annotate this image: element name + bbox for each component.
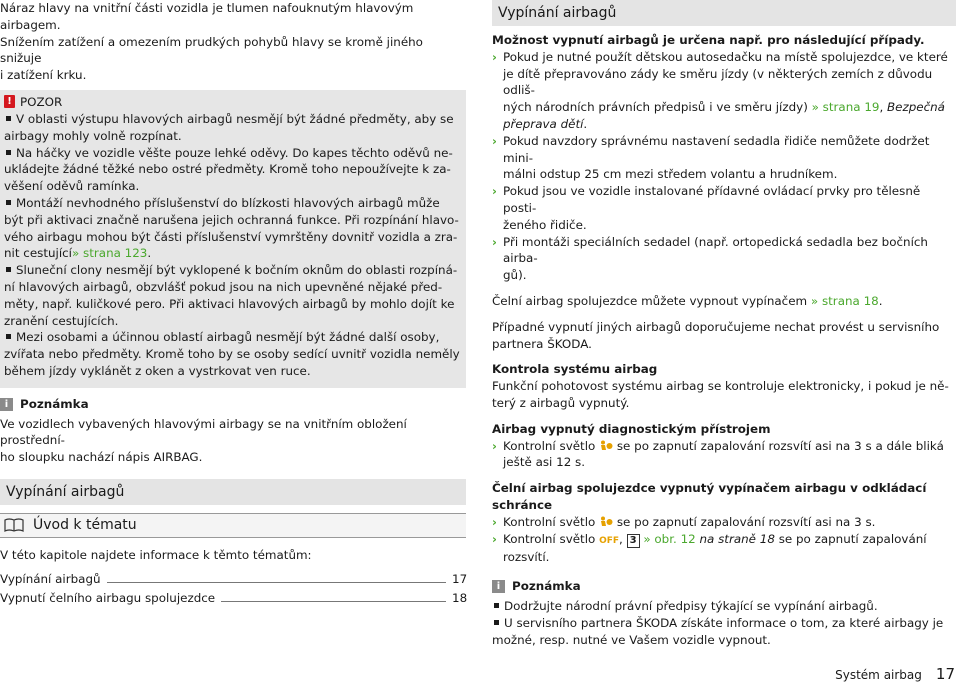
bullet-square-icon bbox=[494, 603, 499, 608]
chevron-right-icon: › bbox=[492, 133, 497, 148]
switch-heading: Čelní airbag spolujezdce vypnutý vypínačem airbagu v odkládací schránce bbox=[492, 481, 927, 512]
page-link[interactable]: » strana 18 bbox=[810, 293, 879, 308]
toc-leader bbox=[221, 601, 446, 602]
airbag-warning-icon bbox=[599, 440, 613, 452]
note-line: Ve vozidlech vybavených hlavovými airbagy se na vnitřním obložení prostřední- bbox=[0, 416, 407, 448]
warning-item: Montáží nevhodného příslušenství do blízkosti hlavových airbagů může bbox=[4, 195, 462, 212]
callout-badge: 3 bbox=[627, 534, 640, 548]
warning-item: Sluneční clony nesmějí být vyklopené k bočním oknům do oblasti rozpíná- bbox=[4, 262, 462, 279]
bullet-square-icon bbox=[6, 200, 11, 205]
diag-heading: Airbag vypnutý diagnostickým přístrojem bbox=[492, 421, 771, 436]
warning-item-cont: zranění cestujících. bbox=[4, 313, 119, 328]
note-item-cont: možné, resp. nutné ve Vašem vozidle vypnout. bbox=[492, 632, 771, 647]
note-item: U servisního partnera ŠKODA získáte informace o tom, za které airbagy je bbox=[492, 615, 956, 632]
bullet-square-icon bbox=[494, 620, 499, 625]
chevron-right-icon: › bbox=[492, 531, 497, 546]
right-column bbox=[492, 0, 956, 648]
info-icon: i bbox=[492, 580, 505, 593]
section-title-bar: Vypínání airbagů bbox=[0, 479, 466, 505]
info-icon: i bbox=[0, 398, 13, 411]
toc-leader bbox=[107, 582, 446, 583]
warning-title: POZOR bbox=[20, 94, 63, 109]
warning-item-cont: zvířata nebo předměty. Kromě toho by se osoby sedící uvnitř vozidla neměly bbox=[4, 347, 460, 362]
page-link[interactable]: » strana 19 bbox=[811, 100, 880, 115]
note-title: Poznámka bbox=[512, 579, 581, 594]
switch-item: › Kontrolní světlo se po zapnutí zapalování rozsvítí asi na 3 s. bbox=[492, 514, 876, 529]
warning-item-cont: měty, např. kuličkové pero. Při aktivaci hlavových airbagů by mohlo dojít ke bbox=[4, 296, 455, 311]
cases-heading: Možnost vypnutí airbagů je určena např. pro následující případy. bbox=[492, 33, 925, 47]
page-number: 17 bbox=[935, 665, 955, 683]
note-header bbox=[492, 578, 956, 595]
case-item: › Při montáži speciálních sedadel (např. ortopedická sedadla bez bočních airba- gů). bbox=[492, 234, 928, 283]
warning-item-cont: během jízdy vyklánět z oken a vystrkovat ven ruce. bbox=[4, 363, 311, 378]
toc-label: Vypnutí čelního airbagu spolujezdce bbox=[0, 590, 216, 605]
case-item: › Pokud je nutné použít dětskou autosedačku na místě spolujezdce, ve které je dítě přepravováno zády ke směru jízdy (v některých zemích z důvodu odliš- ných národních právních předpisů i ve směru jízdy) » strana 19, Bezpečná přeprava dětí. bbox=[492, 49, 948, 131]
note-line: ho sloupku nachází nápis AIRBAG. bbox=[0, 450, 203, 465]
warning-item-cont: věšení oděvů ramínka. bbox=[4, 179, 140, 194]
chevron-right-icon: › bbox=[492, 514, 497, 529]
warning-header bbox=[4, 93, 462, 111]
intro-line: Náraz hlavy na vnitřní části vozidla je tlumen nafouknutým hlavovým airbagem. bbox=[0, 1, 414, 32]
note-title: Poznámka bbox=[20, 396, 89, 411]
warning-item-cont: ukládejte žádné těžké nebo ostré předměty. Kromě toho nepoužívejte k za- bbox=[4, 162, 451, 177]
warning-item: V oblasti výstupu hlavových airbagů nesmějí být žádné předměty, aby se bbox=[4, 111, 462, 128]
warning-item-cont: ní hlavových airbagů, obzvlášť pokud jsou na nich upevněné nějaké před- bbox=[4, 279, 443, 294]
toc-page: 18 bbox=[452, 590, 468, 605]
warning-item: Mezi osobami a účinnou oblastí airbagů nesmějí být žádné další osoby, bbox=[4, 329, 462, 346]
front-off-text: Čelní airbag spolujezdce můžete vypnout vypínačem » strana 18. bbox=[492, 293, 883, 308]
topic-title: Úvod k tématu bbox=[33, 516, 137, 533]
switch-item: › Kontrolní světlo OFF, 3 » obr. 12 na straně 18 se po zapnutí zapalování rozsvítí. bbox=[492, 531, 927, 565]
warning-box bbox=[0, 90, 466, 388]
toc-entry[interactable] bbox=[0, 588, 466, 607]
chevron-right-icon: › bbox=[492, 234, 497, 249]
other-off-line: partnera ŠKODA. bbox=[492, 336, 592, 351]
toc-page: 17 bbox=[452, 571, 468, 586]
control-line: Funkční pohotovost systému airbag se kontroluje elektronicky, i pokud je ně- bbox=[492, 379, 949, 394]
note-header bbox=[0, 396, 466, 413]
page-footer bbox=[835, 665, 955, 683]
warning-icon: ! bbox=[4, 95, 15, 108]
warning-item-cont: vého airbagu mohou být části příslušenství vymrštěny dovnitř vozidla a zra- bbox=[4, 229, 458, 244]
warning-item-cont: být při aktivaci značně narušena jejich ochranná funkce. Při rozpínání hlavo- bbox=[4, 212, 459, 227]
control-line: terý z airbagů vypnutý. bbox=[492, 395, 630, 410]
other-off-line: Případné vypnutí jiných airbagů doporučujeme nechat provést u servisního bbox=[492, 319, 940, 334]
chevron-right-icon: › bbox=[492, 438, 497, 453]
bullet-square-icon bbox=[6, 116, 11, 121]
page-link[interactable]: » strana 123 bbox=[71, 246, 148, 261]
toc-intro: V této kapitole najdete informace k těmto tématům: bbox=[0, 547, 312, 562]
airbag-warning-icon bbox=[599, 516, 613, 528]
diag-item: › Kontrolní světlo se po zapnutí zapalování rozsvítí asi na 3 s a dále bliká ještě asi 12 s. bbox=[492, 438, 944, 470]
bullet-square-icon bbox=[6, 267, 11, 272]
toc-entry[interactable] bbox=[0, 569, 466, 588]
warning-item-cont: nit cestující» strana 123. bbox=[4, 246, 152, 261]
chevron-right-icon: › bbox=[492, 49, 497, 64]
warning-item-cont: airbagy mohly volně rozpínat. bbox=[4, 128, 182, 143]
airbag-off-icon: OFF bbox=[599, 535, 620, 546]
bullet-square-icon bbox=[6, 334, 11, 339]
left-column bbox=[0, 0, 466, 607]
toc-list bbox=[0, 569, 466, 607]
topic-bar bbox=[0, 513, 466, 538]
section-title-bar: Vypínání airbagů bbox=[492, 0, 956, 26]
case-item: › Pokud jsou ve vozidle instalované přídavné ovládací prvky pro tělesně posti- ženého řidiče. bbox=[492, 184, 921, 232]
case-item: › Pokud navzdory správnému nastavení sedadla řidiče nemůžete dodržet mini- málni odstup 25 cm mezi středem volantu a hrudníkem. bbox=[492, 133, 930, 182]
figure-link[interactable]: » obr. 12 bbox=[643, 531, 696, 546]
control-heading: Kontrola systému airbag bbox=[492, 362, 658, 377]
open-book-icon bbox=[4, 518, 24, 532]
warning-item: Na háčky ve vozidle věšte pouze lehké oděvy. Do kapes těchto oděvů ne- bbox=[4, 145, 462, 162]
intro-line: i zatížení krku. bbox=[0, 68, 87, 83]
note-item: Dodržujte národní právní předpisy týkající se vypínání airbagů. bbox=[492, 598, 956, 615]
footer-chapter: Systém airbag bbox=[835, 668, 922, 682]
toc-label: Vypínání airbagů bbox=[0, 571, 101, 586]
chevron-right-icon: › bbox=[492, 184, 497, 199]
bullet-square-icon bbox=[6, 150, 11, 155]
intro-line: Snížením zatížení a omezením prudkých pohybů hlavy se kromě jiného snižuje bbox=[0, 34, 423, 66]
